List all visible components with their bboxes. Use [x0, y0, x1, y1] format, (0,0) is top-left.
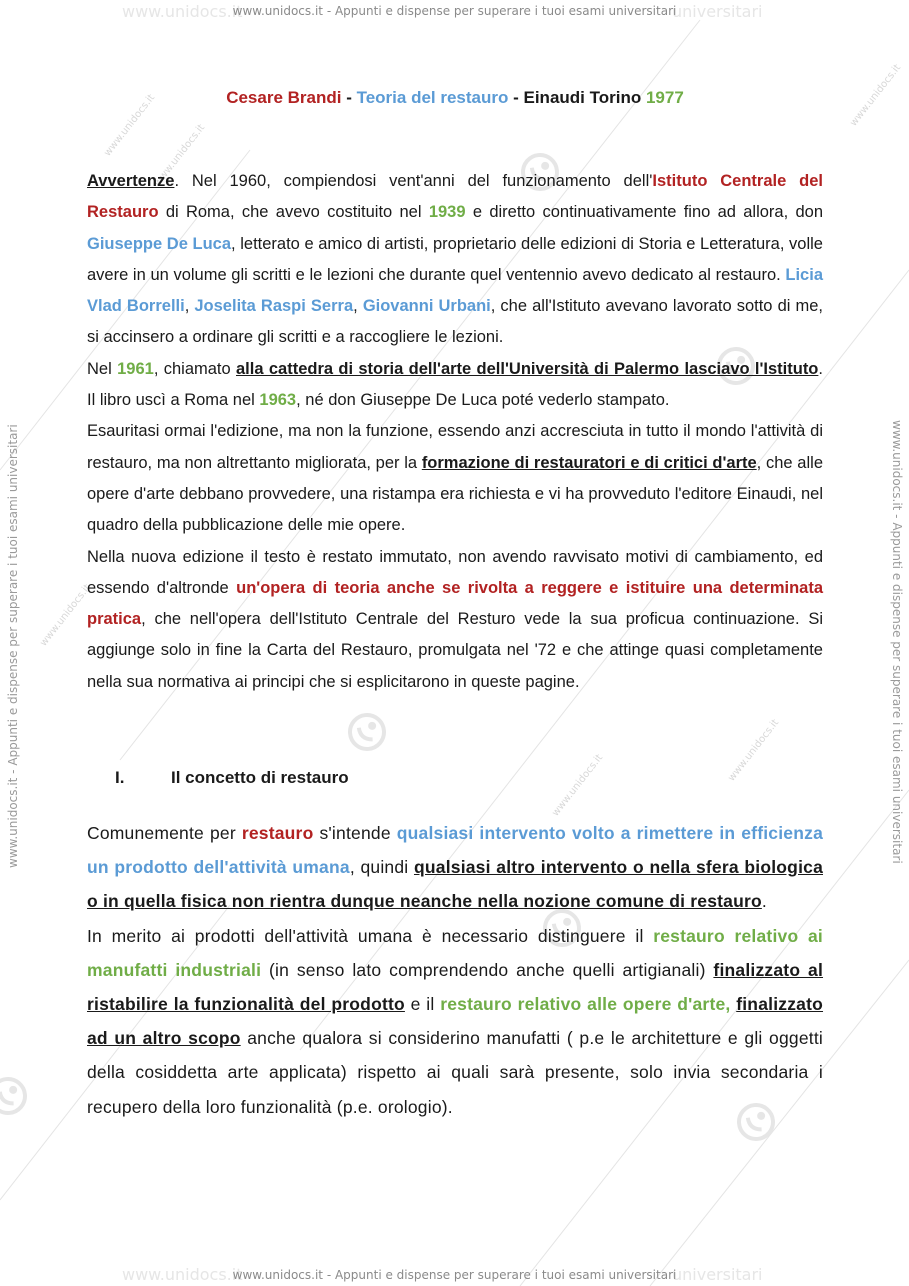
highlight-green: 1939: [428, 203, 466, 222]
title-separator: -: [508, 88, 524, 107]
unidocs-smile-icon: [0, 1074, 30, 1118]
watermark-faint-text: universitari: [672, 2, 763, 21]
watermark-diagonal-text: www.unidocs.it: [726, 717, 782, 784]
unidocs-smile-icon: [345, 710, 389, 754]
text-run: . Il libro uscì a Roma nel: [87, 359, 823, 410]
text-run: , né don Giuseppe De Luca poté vederlo stampato.: [296, 391, 670, 410]
highlight-blue: Giovanni Urbani: [362, 297, 491, 316]
text-run: , quindi: [349, 857, 414, 878]
highlight-red: Istituto Centrale del Restauro: [87, 172, 823, 222]
text-run: Nel: [87, 359, 118, 378]
concetto-paragraph: [87, 816, 823, 1124]
highlight-blue: Joselita Raspi Serra: [194, 297, 354, 316]
watermark-faint-text: universitari: [672, 1265, 763, 1284]
highlight-blue: Licia Vlad Borrelli: [87, 265, 823, 316]
text-run: (in senso lato comprendendo anche quelli artigianali): [261, 959, 714, 980]
title-author: Cesare Brandi: [226, 88, 342, 107]
underlined-text: finalizzato al ristabilire la funzionalità del prodotto: [87, 959, 824, 1015]
watermark-diagonal-text: www.unidocs.it: [102, 92, 158, 159]
underlined-text: alla cattedra di storia dell'arte dell'Università di Palermo lasciavo l'Istituto: [236, 359, 819, 378]
section-heading: [115, 768, 349, 788]
section-title: Il concetto di restauro: [171, 768, 349, 787]
text-run: .: [761, 891, 767, 912]
watermark-footer: www.unidocs.it - Appunti e dispense per superare i tuoi esami universitari: [232, 1268, 677, 1282]
text-run: Nella nuova edizione il testo è restato immutato, non avendo ravvisato motivi di cambiamento, ed essendo d'altronde: [87, 547, 823, 597]
text-run: , chiamato: [153, 359, 236, 378]
text-run: ,: [353, 297, 363, 316]
text-run: , che all'Istituto avevano lavorato sotto di me, si accinsero a ordinare gli scritti e a raccogliere le lezioni.: [87, 297, 824, 347]
title-year: 1977: [645, 88, 684, 107]
highlight-green: 1961: [117, 359, 154, 378]
watermark-diagonal-text: www.unidocs.it: [152, 122, 208, 189]
underlined-text: finalizzato ad un altro scopo: [87, 994, 824, 1049]
watermark-faint-text: www.unidocs.it: [122, 2, 243, 21]
text-run: s'intende: [313, 823, 397, 843]
watermark-header: www.unidocs.it - Appunti e dispense per superare i tuoi esami universitari: [232, 4, 677, 18]
watermark-diagonal-text: www.unidocs.it: [848, 62, 904, 129]
watermark-diagonal-text: www.unidocs.it: [38, 582, 94, 649]
text-run: di Roma, che avevo costituito nel: [158, 203, 429, 222]
watermark-faint-text: www.unidocs.it: [122, 1265, 243, 1284]
avvertenze-paragraph: [87, 166, 823, 698]
highlight-red: un'opera di teoria anche se rivolta a reggere e istituire una determinata pratica: [87, 578, 823, 629]
text-run: e diretto continuativamente fino ad allora, don: [465, 203, 824, 222]
underlined-text: qualsiasi altro intervento o nella sfera biologica o in quella fisica non rientra dunque neanche nella nozione comune di restauro: [87, 857, 823, 912]
watermark-side-right: www.unidocs.it - Appunti e dispense per superare i tuoi esami universitari: [890, 420, 904, 864]
highlight-blue: qualsiasi intervento volto a rimettere in efficienza un prodotto dell'attività umana: [87, 823, 823, 878]
highlight-green: restauro relativo alle opere d'arte,: [440, 994, 731, 1015]
highlight-green: 1963: [259, 391, 297, 410]
title-publisher: Einaudi Torino: [523, 88, 642, 107]
section-number: I.: [115, 768, 125, 787]
document-title: [87, 88, 823, 108]
text-run: ,: [184, 297, 195, 316]
text-run: In merito ai prodotti dell'attività umana è necessario distinguere il: [87, 925, 654, 946]
title-separator: -: [341, 88, 357, 107]
highlight-red: restauro: [241, 823, 314, 843]
watermark-diagonal-text: www.unidocs.it: [550, 752, 606, 819]
text-run: e il: [404, 994, 441, 1015]
watermark-side-left: www.unidocs.it - Appunti e dispense per superare i tuoi esami universitari: [6, 424, 20, 868]
text-run: , che alle opere d'arte debbano provvedere, una ristampa era richiesta e vi ha provveduto l'editore Einaudi, nel quadro della pubblicazione delle mie opere.: [87, 453, 823, 535]
underlined-text: formazione di restauratori e di critici d'arte: [421, 453, 757, 472]
text-run: , che nell'opera dell'Istituto Centrale del Resturo vede la sua proficua continuazione. Si aggiunge solo in fine la Carta del Restauro, promulgata nel '72 e che attinge quasi completamente nella sua normativa ai principi che si esplicitarono in queste pagine.: [87, 610, 823, 691]
text-run: anche qualora si considerino manufatti ( p.e le architetture e gli oggetti della cosiddetta arte applicata) rispetto ai quali sarà presente, solo invia secondaria i recupero della loro funzionalità (p.e. orologio).: [87, 1028, 823, 1117]
highlight-green: restauro relativo ai manufatti industriali: [87, 925, 823, 980]
title-book: Teoria del restauro: [356, 88, 509, 107]
avvertenze-heading: Avvertenze: [87, 172, 175, 190]
text-run: . Nel 1960, compiendosi vent'anni del funzionamento dell': [174, 172, 653, 190]
text-run: Esauritasi ormai l'edizione, ma non la funzione, essendo anzi accresciuta in tutto il mondo l'attività di restauro, ma non altrettanto migliorata, per la: [87, 422, 823, 472]
highlight-blue: Giuseppe De Luca: [87, 234, 232, 253]
text-run: Comunemente per: [87, 823, 242, 843]
text-run: , letterato e amico di artisti, proprietario delle edizioni di Storia e Letteratura, volle avere in un volume gli scritti e le lezioni che durante quel ventennio avevo dedicato al restauro.: [87, 234, 823, 284]
